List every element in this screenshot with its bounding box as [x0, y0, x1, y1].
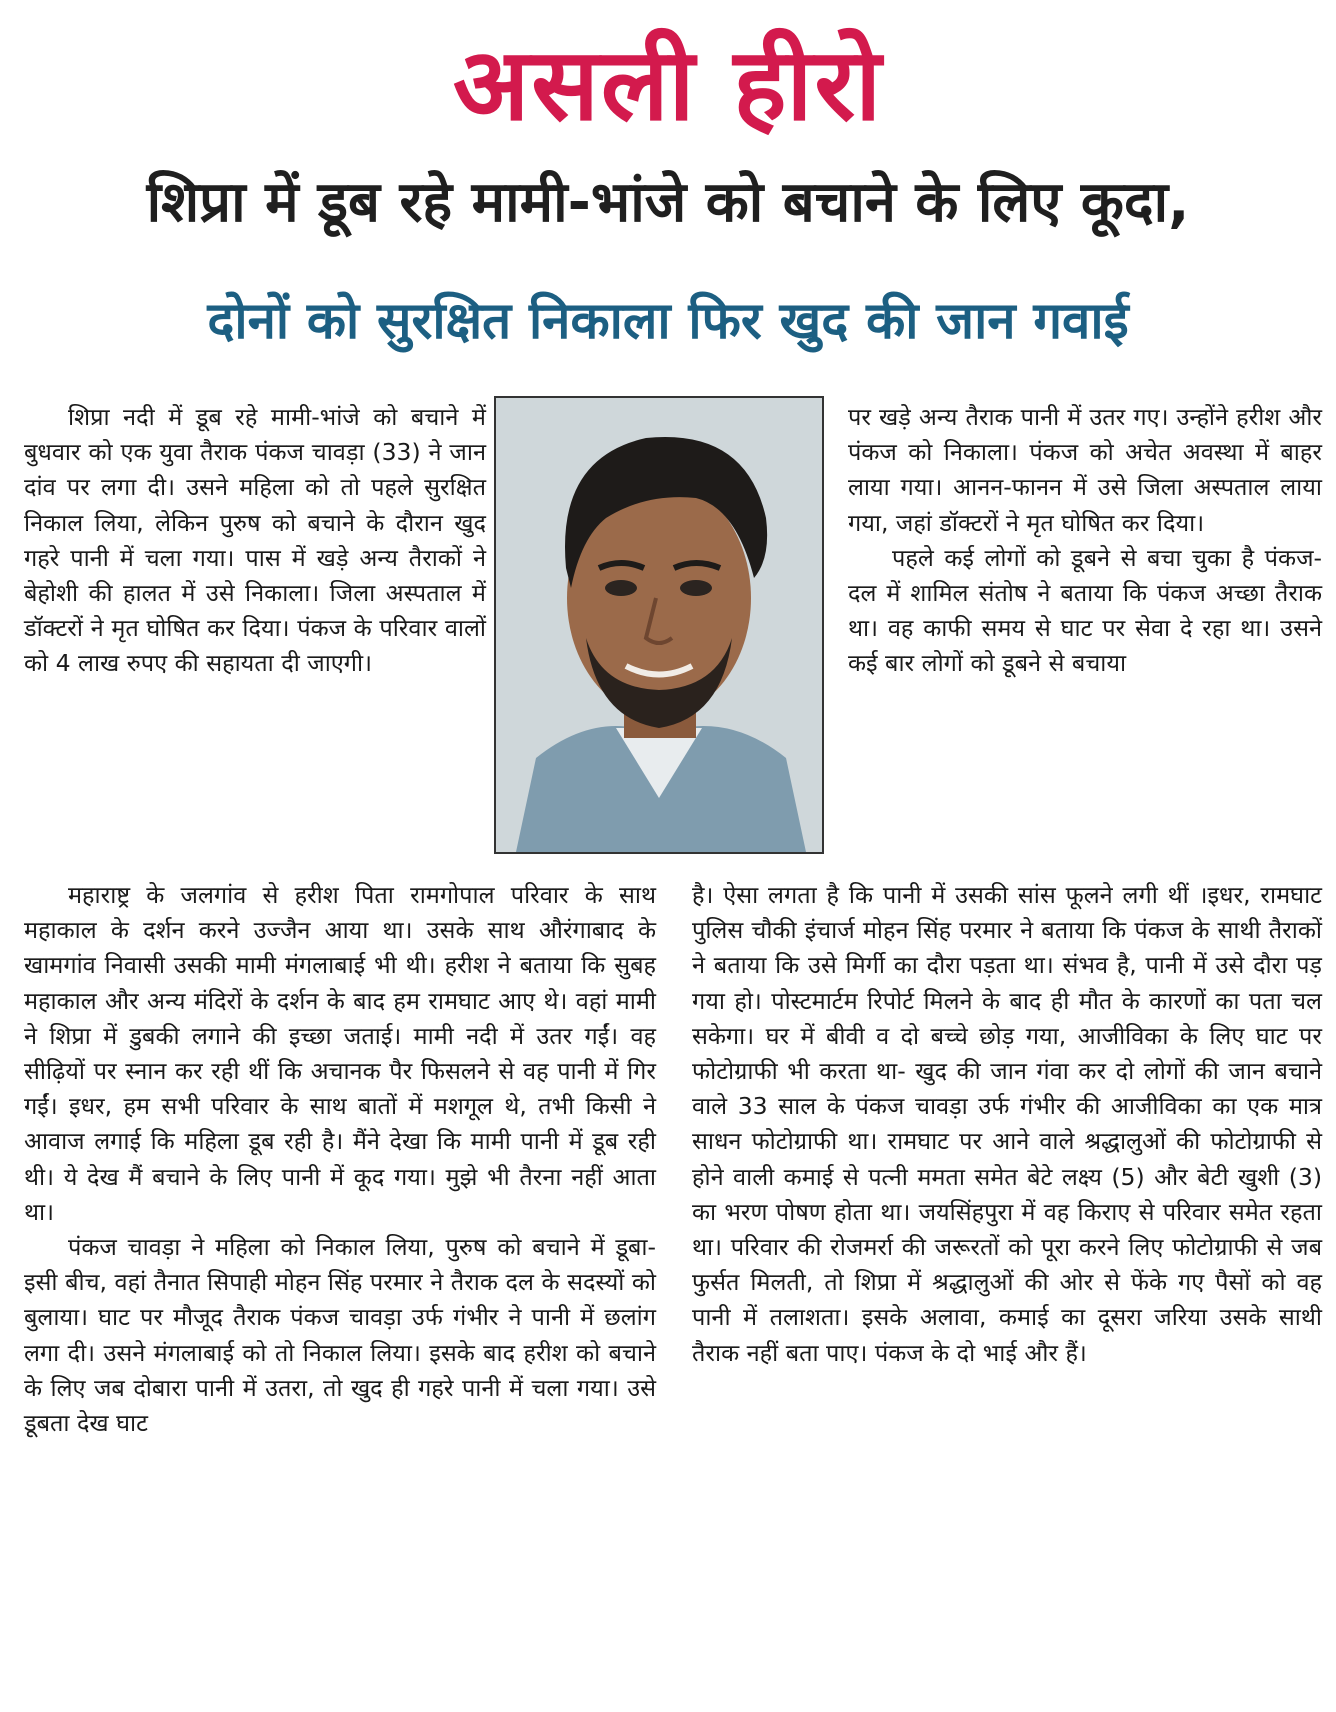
- kicker-title: असली हीरो: [452, 26, 884, 143]
- paragraph-rescue: पंकज चावड़ा ने महिला को निकाल लिया, पुरुष को बचाने में डूबा- इसी बीच, वहां तैनात सिपाही मोहन सिंह परमार ने तैराक दल के सदस्यों को बुलाया। घाट पर मौजूद तैराक पंकज चावड़ा उर्फ गंभीर ने पानी में छलांग लगा दी। उसने मंगलाबाई को तो निकाल लिया। इसके बाद हरीश को बचाने के लिए जब दोबारा पानी में उतरा, तो खुद ही गहरे पानी में चला गया। उसे डूबता देख घाट: [24, 1233, 656, 1438]
- article-column-right-top: [848, 400, 1322, 682]
- article-column-right-bottom: [692, 878, 1322, 1371]
- paragraph-intro: शिप्रा नदी में डूब रहे मामी-भांजे को बचाने में बुधवार को एक युवा तैराक पंकज चावड़ा (33) ने जान दांव पर लगा दी। उसने महिला को तो पहले सुरक्षित निकाल लिया, लेकिन पुरुष को बचाने के दौरान खुद गहरे पानी में चला गया। पास में खड़े अन्य तैराकों ने बेहोशी की हालत में उसे निकाला। जिला अस्पताल में डॉक्टरों ने मृत घोषित कर दिया। पंकज के परिवार वालों को 4 लाख रुपए की सहायता दी जाएगी।: [24, 403, 486, 678]
- article-column-left-bottom: [24, 878, 656, 1441]
- paragraph-hospital: पर खड़े अन्य तैराक पानी में उतर गए। उन्होंने हरीश और पंकज को निकाला। पंकज को अचेत अवस्था में बाहर लाया गया। आनन-फानन में उसे जिला अस्पताल लाया गया, जहां डॉक्टरों ने मृत घोषित कर दिया।: [848, 403, 1322, 537]
- subheadline: दोनों को सुरक्षित निकाला फिर खुद की जान गवाई: [207, 292, 1129, 351]
- paragraph-family-account: महाराष्ट्र के जलगांव से हरीश पिता रामगोपाल परिवार के साथ महाकाल के दर्शन करने उज्जैन आया था। उसके साथ औरंगाबाद के खामगांव निवासी उसकी मामी मंगलाबाई भी थी। हरीश ने बताया कि सुबह महाकाल और अन्य मंदिरों के दर्शन के बाद हम रामघाट आए थे। वहां मामी ने शिप्रा में डुबकी लगाने की इच्छा जताई। मामी नदी में उतर गईं। वह सीढ़ियों पर स्नान कर रही थीं कि अचानक पैर फिसलने से वह पानी में गिर गईं। इधर, हम सभी परिवार के साथ बातों में मशगूल थे, तभी किसी ने आवाज लगाई कि महिला डूब रही है। मैंने देखा कि मामी पानी में डूब रही थी। ये देख मैं बचाने के लिए पानी में कूद गया। मुझे भी तैरना नहीं आता था।: [24, 881, 656, 1226]
- paragraph-livelihood: है। ऐसा लगता है कि पानी में उसकी सांस फूलने लगी थीं ।इधर, रामघाट पुलिस चौकी इंचार्ज मोहन सिंह परमार ने बताया कि पंकज के साथी तैराकों ने बताया कि उसे मिर्गी का दौरा पड़ता था। संभव है, पानी में उसे दौरा पड़ गया हो। पोस्टमार्टम रिपोर्ट मिलने के बाद ही मौत के कारणों का पता चल सकेगा। घर में बीवी व दो बच्चे छोड़ गया, आजीविका के लिए घाट पर फोटोग्राफी भी करता था- खुद की जान गंवा कर दो लोगों की जान बचाने वाले 33 साल के पंकज चावड़ा उर्फ गंभीर की आजीविका का एक मात्र साधन फोटोग्राफी था। रामघाट पर आने वाले श्रद्धालुओं की फोटोग्राफी से होने वाली कमाई से पत्नी ममता समेत बेटे लक्ष्य (5) और बेटी खुशी (3) का भरण पोषण होता था। जयसिंहपुरा में वह किराए से परिवार समेत रहता था। परिवार की रोजमर्रा की जरूरतों को पूरा करने लिए फोटोग्राफी से जब फुर्सत मिलती, तो शिप्रा में श्रद्धालुओं की ओर से फेंके गए पैसों को वह पानी में तलाशता। इसके अलावा, कमाई का दूसरा जरिया उसके साथी तैराक नहीं बता पाए। पंकज के दो भाई और हैं।: [692, 881, 1322, 1367]
- article-column-left-top: [24, 400, 486, 682]
- headline: शिप्रा में डूब रहे मामी-भांजे को बचाने के लिए कूदा,: [146, 170, 1190, 235]
- portrait-illustration: [496, 398, 822, 852]
- paragraph-previous-rescues: पहले कई लोगों को डूबने से बचा चुका है पंकज- दल में शामिल संतोष ने बताया कि पंकज अच्छा तैराक था। वह काफी समय से घाट पर सेवा दे रहा था। उसने कई बार लोगों को डूबने से बचाया: [848, 543, 1322, 678]
- portrait-photo: [494, 396, 824, 854]
